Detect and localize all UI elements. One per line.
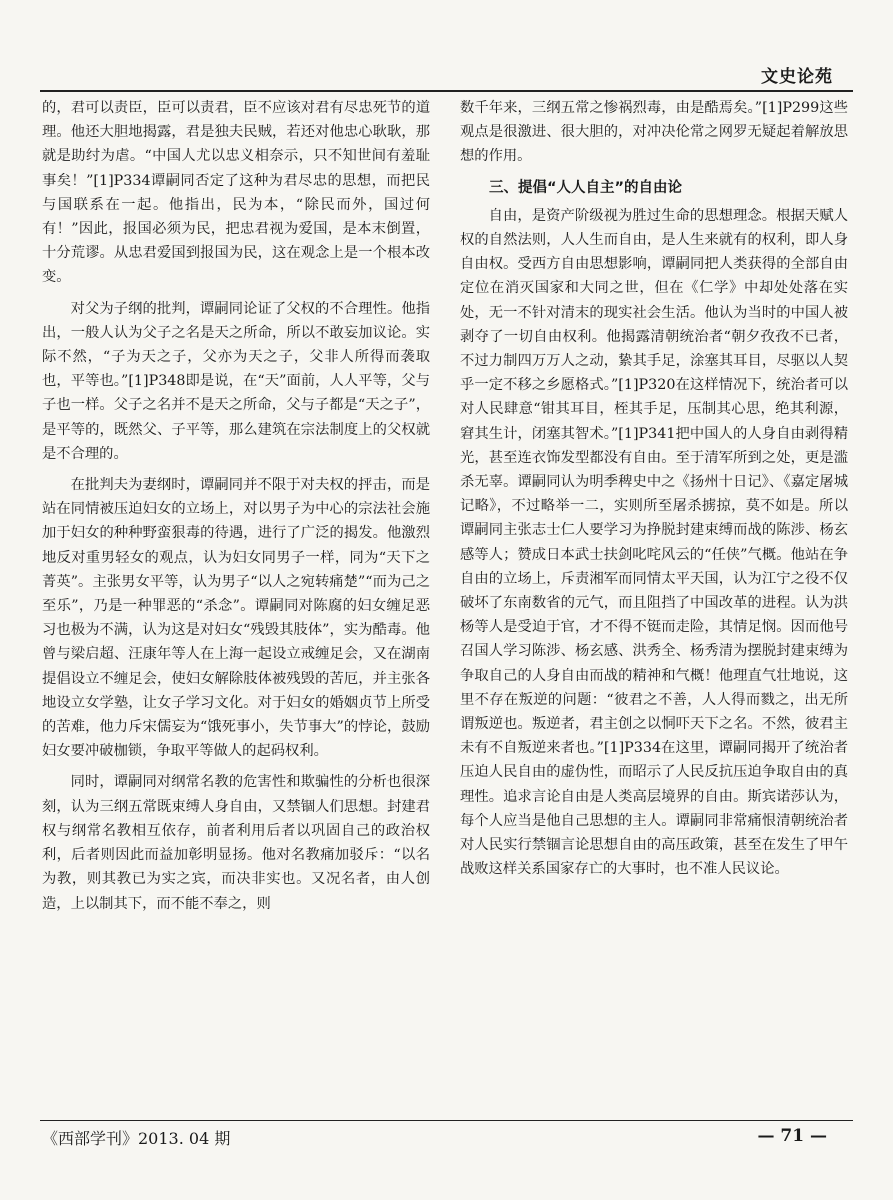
page-header-title: 文史论苑 <box>761 67 833 87</box>
paragraph: 在批判夫为妻纲时，谭嗣同并不限于对夫权的抨击，而是站在同情被压迫妇女的立场上，对以男子为中心的宗法社会施加于妇女的种种野蛮狠毒的待遇，进行了广泛的揭发。他激烈地反对重男轻女的观点，认为妇女同男子一样，同为“天下之菁英”。主张男女平等，认为男子“以人之宛转痛楚”“而为己之至乐”，乃是一种罪恶的“杀念”。谭嗣同对陈腐的妇女缠足恶习也极为不满，认为这是对妇女“残毁其肢体”，实为酷毒。他曾与梁启超、汪康年等人在上海一起设立戒缠足会，又在湖南提倡设立不缠足会，使妇女解除肢体被残毁的苦厄，并主张各地设立女学塾，让女子学习文化。对于妇女的婚姻贞节上所受的苦难，他力斥宋儒妄为“饿死事小，失节事大”的悖论，鼓励妇女要冲破枷锁，争取平等做人的起码权利。 <box>42 477 430 760</box>
paragraph: 数千年来，三纲五常之惨祸烈毒，由是酷焉矣。”[1]P299这些观点是很激进、很大胆的，对冲决伦常之网罗无疑起着解放思想的作用。 <box>460 100 848 165</box>
left-column <box>42 96 430 1116</box>
paragraph: 的，君可以责臣，臣可以责君，臣不应该对君有尽忠死节的道理。他还大胆地揭露，君是独夫民贼，若还对他忠心耿耿，那就是助纣为虐。“中国人尤以忠义相奈示，只不知世间有羞耻事矣！”[1]P334谭嗣同否定了这种为君尽忠的思想，而把民与国联系在一起。他指出，民为本，“除民而外，国过何有！”因此，报国必须为民，把忠君视为爱国，是本末倒置，十分荒谬。从忠君爱国到报国为民，这在观念上是一个根本改变。 <box>42 100 430 286</box>
header-rule <box>40 90 853 92</box>
footer-journal: 《西部学刊》2013. 04 期 <box>42 1129 231 1148</box>
section-heading: 三、提倡“人人自主”的自由论 <box>489 179 683 196</box>
paragraph: 同时，谭嗣同对纲常名教的危害性和欺骗性的分析也很深刻，认为三纲五常既束缚人身自由，又禁锢人们思想。封建君权与纲常名教相互依存，前者利用后者以巩固自己的政治权利，后者则因此而益加彰明显扬。他对名教痛加驳斥：“以名为教，则其教已为实之宾，而决非实也。又况名者，由人创造，上以制其下，而不能不奉之，则 <box>42 774 430 912</box>
footer-page-number: — 71 — <box>757 1126 827 1146</box>
paragraph: 对父为子纲的批判，谭嗣同论证了父权的不合理性。他指出，一般人认为父子之名是天之所命，所以不敢妄加议论。实际不然，“子为天之子，父亦为天之子，父非人所得而袭取也，平等也。”[1]P348即是说，在“天”面前，人人平等，父与子也一样。父子之名并不是天之所命，父与子都是“天之子”，是平等的，既然父、子平等，那么建筑在宗法制度上的父权就是不合理的。 <box>42 300 430 462</box>
paragraph: 自由，是资产阶级视为胜过生命的思想理念。根据天赋人权的自然法则，人人生而自由，是人生来就有的权利，即人身自由权。受西方自由思想影响，谭嗣同把人类获得的全部自由定位在消灭国家和大同之世，但在《仁学》中却处处落在实处，无一不针对清末的现实社会生活。他认为当时的中国人被剥夺了一切自由权利。他揭露清朝统治者“朝夕孜孜不已者，不过力制四万万人之动，絷其手足，涂塞其耳目，尽驱以人契乎一定不移之乡愿格式。”[1]P320在这样情况下，统治者可以对人民肆意“钳其耳目，桎其手足，压制其心思，绝其利源，窘其生计，闭塞其智术。”[1]P341把中国人的人身自由剥得精光，甚至连衣饰发型都没有自由。至于清军所到之处，更是滥杀无辜。谭嗣同认为明季稗史中之《扬州十日记》、《嘉定屠城记略》，不过略举一二，实则所至屠杀掳掠，莫不如是。所以谭嗣同主张志士仁人要学习为挣脱封建束缚而战的陈涉、杨玄感等人；赞成日本武士扶剑叱咤风云的“任侠”气概。他站在争自由的立场上，斥责湘军而同情太平天国，认为江宁之役不仅破坏了东南数省的元气，而且阻挡了中国改革的进程。认为洪杨等人是受迫于官，才不得不铤而走险，其情足悯。因而他号召国人学习陈涉、杨玄感、洪秀全、杨秀清为摆脱封建束缚为争取自己的人身自由而战的精神和气概！他理直气壮地说，这里不存在叛逆的问题：“彼君之不善，人人得而戮之，出无所谓叛逆也。叛逆者，君主创之以恫吓天下之名。不然，彼君主未有不自叛逆来者也。”[1]P334在这里，谭嗣同揭开了统治者压迫人民自由的虚伪性，而昭示了人民反抗压迫争取自由的真理性。追求言论自由是人类高层境界的自由。斯宾诺莎认为，每个人应当是他自己思想的主人。谭嗣同非常痛恨清朝统治者对人民实行禁锢言论思想自由的高压政策，甚至在发生了甲午战败这样关系国家存亡的大事时，也不准人民议论。 <box>460 207 848 878</box>
right-column <box>460 96 848 1116</box>
footer-rule <box>40 1120 853 1121</box>
